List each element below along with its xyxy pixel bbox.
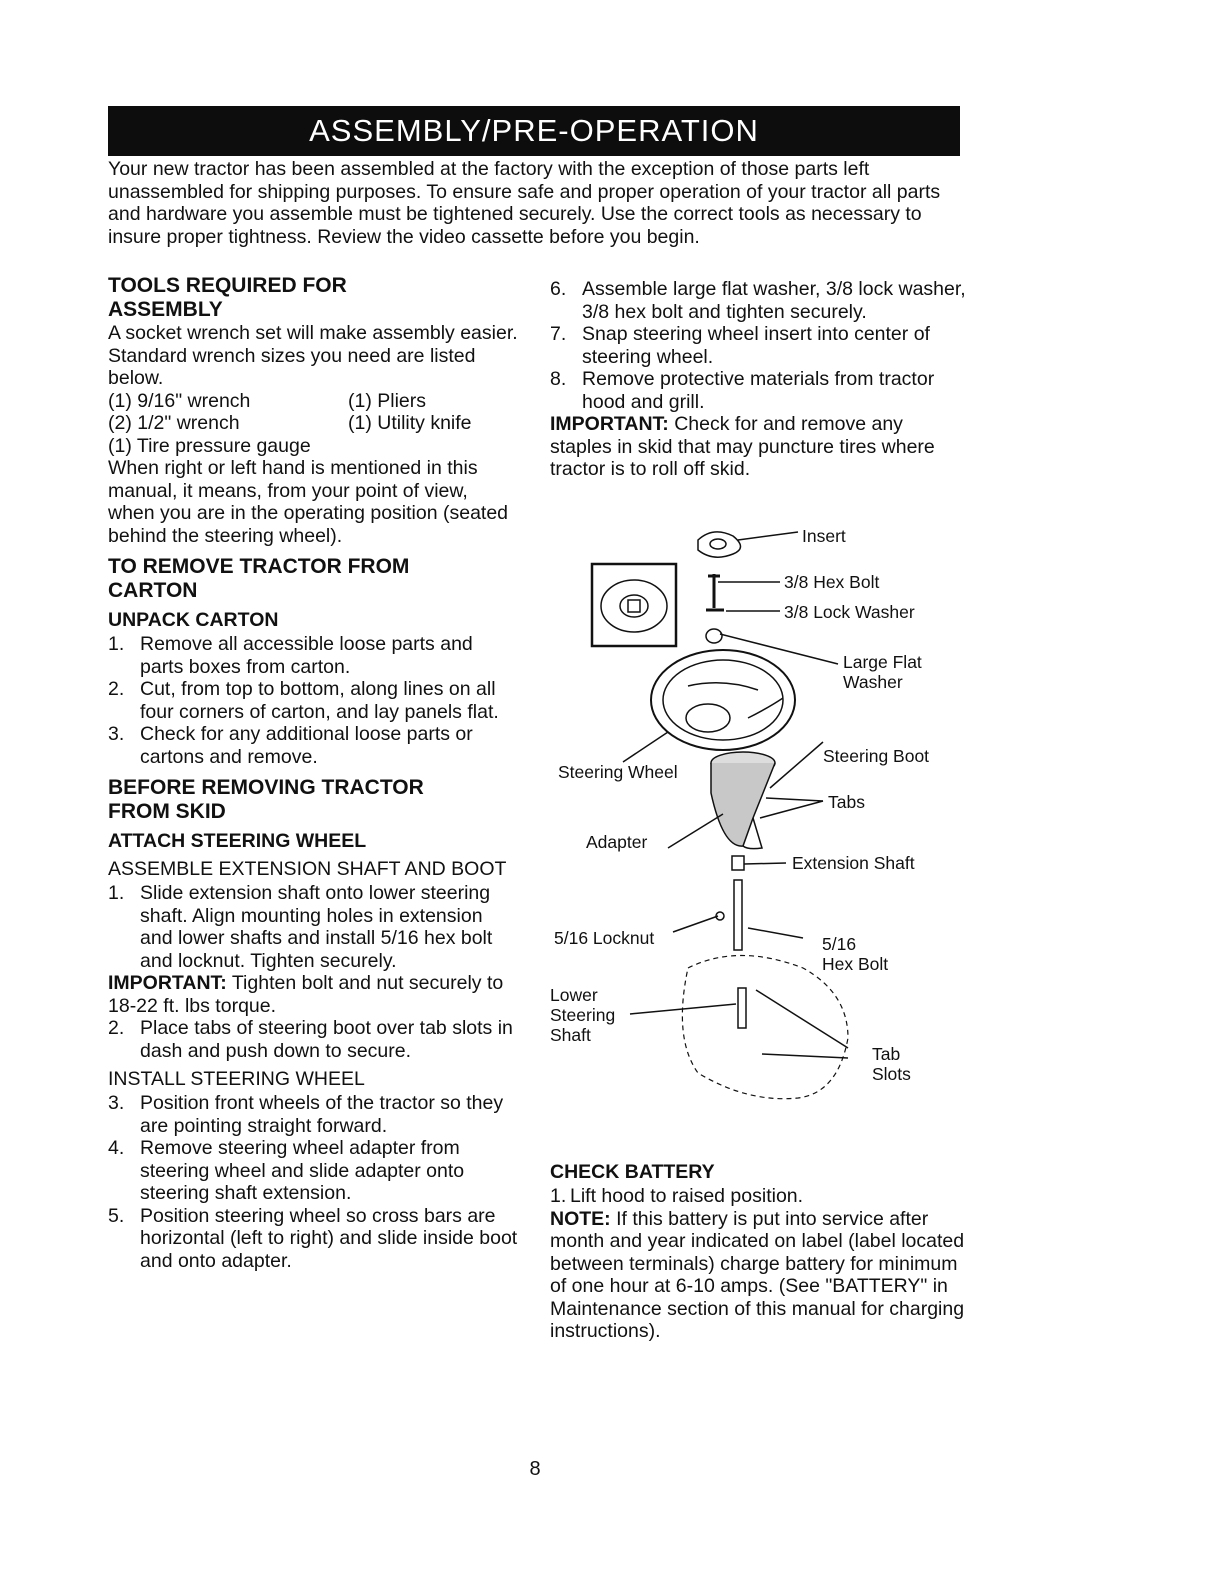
- wheel-steps: [550, 278, 970, 413]
- label-lower-3: Shaft: [550, 1025, 591, 1045]
- intro-paragraph: Your new tractor has been assembled at the factory with the exception of those parts left unassembled for shipping purposes. To ensure safe and proper operation of your tractor all parts and hardware you assemble must be tightened securely. Use the correct tools as necessary to insure proper tightness. Review the video cassette before you begin.: [108, 158, 941, 248]
- list-item: 8. Remove protective materials from tractor hood and grill.: [550, 368, 935, 413]
- inset-box: [592, 564, 676, 646]
- tool-item: (1) Utility knife: [348, 412, 472, 434]
- unpack-heading: UNPACK CARTON: [108, 609, 279, 631]
- hex-bolt-516: [748, 928, 803, 938]
- battery-section: [550, 1155, 970, 1343]
- label-hex-bolt-516-1: 5/16: [822, 934, 857, 954]
- label-large-flat-washer-1: Large Flat: [843, 652, 922, 672]
- install-steps: [108, 1092, 518, 1272]
- remove-heading: [108, 555, 518, 603]
- extension-shaft: [732, 856, 744, 870]
- unpack-steps: [108, 633, 518, 768]
- dash-outline: [682, 956, 848, 1099]
- list-item: 3. Check for any additional loose parts or cartons and remove.: [108, 723, 473, 768]
- boot-steps: [108, 1017, 518, 1062]
- tools-heading-line1: TOOLS REQUIRED FOR: [108, 274, 347, 297]
- skid-heading-line1: BEFORE REMOVING TRACTOR: [108, 776, 424, 799]
- label-lock-washer: 3/8 Lock Washer: [784, 602, 915, 622]
- hand-note: When right or left hand is mentioned in this manual, it means, from your point of view, when you are in the operating position (seated behind the steering wheel).: [108, 457, 509, 547]
- label-insert: Insert: [802, 526, 846, 546]
- important-staples: IMPORTANT: Check for and remove any staples in skid that may puncture tires where tractor is to roll off skid.: [550, 413, 935, 480]
- list-item: 7. Snap steering wheel insert into center of steering wheel.: [550, 323, 930, 368]
- list-item: 2. Cut, from top to bottom, along lines on all four corners of carton, and lay panels flat.: [108, 678, 499, 723]
- page-number: 8: [529, 1458, 541, 1480]
- tools-list: [108, 390, 518, 435]
- label-tabs: Tabs: [828, 792, 865, 812]
- list-item: 6. Assemble large flat washer, 3/8 lock washer, 3/8 hex bolt and tighten securely.: [550, 278, 966, 323]
- list-item: 1. Lift hood to raised position.: [550, 1185, 804, 1207]
- list-item: 5. Position steering wheel so cross bars are horizontal (left to right) and slide inside boot and onto adapter.: [108, 1204, 518, 1272]
- label-hex-bolt: 3/8 Hex Bolt: [784, 572, 880, 592]
- label-adapter: Adapter: [586, 832, 648, 852]
- list-item: 2. Place tabs of steering boot over tab slots in dash and push down to secure.: [108, 1017, 513, 1062]
- label-steering-wheel: Steering Wheel: [558, 762, 678, 782]
- label-hex-bolt-516-2: Hex Bolt: [822, 954, 889, 974]
- list-item: 1. Remove all accessible loose parts and parts boxes from carton.: [108, 633, 473, 678]
- install-wheel-heading: INSTALL STEERING WHEEL: [108, 1068, 365, 1090]
- important-torque: IMPORTANT: Tighten bolt and nut securely to 18-22 ft. lbs torque.: [108, 972, 504, 1017]
- battery-heading: CHECK BATTERY: [550, 1161, 715, 1183]
- tool-item: (1) Pliers: [348, 389, 427, 412]
- steering-wheel: [651, 650, 795, 750]
- label-steering-boot: Steering Boot: [823, 746, 930, 766]
- tool-item: (1) 9/16" wrench: [108, 389, 251, 412]
- list-item: 3. Position front wheels of the tractor so they are pointing straight forward.: [108, 1092, 504, 1137]
- left-column: [108, 274, 518, 1272]
- remove-heading-line2: CARTON: [108, 579, 198, 602]
- label-extension-shaft: Extension Shaft: [792, 853, 915, 873]
- flat-washer: [706, 629, 722, 643]
- tool-item: (2) 1/2" wrench: [108, 412, 240, 434]
- skid-heading-line2: FROM SKID: [108, 800, 226, 823]
- tools-intro: A socket wrench set will make assembly easier. Standard wrench sizes you need are listed below.: [108, 322, 518, 389]
- attach-heading: ATTACH STEERING WHEEL: [108, 830, 367, 852]
- tool-item-gauge: (1) Tire pressure gauge: [108, 434, 311, 457]
- label-tab-slots-1: Tab: [872, 1044, 901, 1064]
- battery-note: NOTE: If this battery is put into service after month and year indicated on label (label located between terminals) charge battery for minimum of one hour at 6-10 amps. (See "BATTERY" in Maintenance section of this manual for charging instructions).: [550, 1207, 965, 1342]
- page-title: ASSEMBLY/PRE-OPERATION: [108, 106, 960, 156]
- list-item: 4. Remove steering wheel adapter from steering wheel and slide adapter onto steering shaft extension.: [108, 1137, 465, 1204]
- remove-heading-line1: TO REMOVE TRACTOR FROM: [108, 555, 410, 578]
- label-lower-2: Steering: [550, 1005, 616, 1025]
- tools-heading: [108, 274, 518, 322]
- label-tab-slots-2: Slots: [872, 1064, 911, 1084]
- battery-steps: [550, 1185, 970, 1208]
- steering-assembly-diagram: [548, 518, 968, 1118]
- label-lower-1: Lower: [550, 985, 598, 1005]
- shaft-steps: [108, 882, 518, 972]
- skid-heading: [108, 776, 518, 824]
- insert-part: [698, 532, 741, 557]
- assemble-shaft-heading: ASSEMBLE EXTENSION SHAFT AND BOOT: [108, 858, 507, 880]
- label-locknut: 5/16 Locknut: [554, 928, 655, 948]
- label-large-flat-washer-2: Washer: [843, 672, 903, 692]
- list-item: 1. Slide extension shaft onto lower steering shaft. Align mounting holes in extension and lower shafts and install 5/16 hex bolt and locknut. Tighten securely.: [108, 882, 493, 972]
- lower-steering-shaft: [738, 988, 746, 1028]
- right-column: [550, 278, 970, 481]
- tools-heading-line2: ASSEMBLY: [108, 298, 223, 321]
